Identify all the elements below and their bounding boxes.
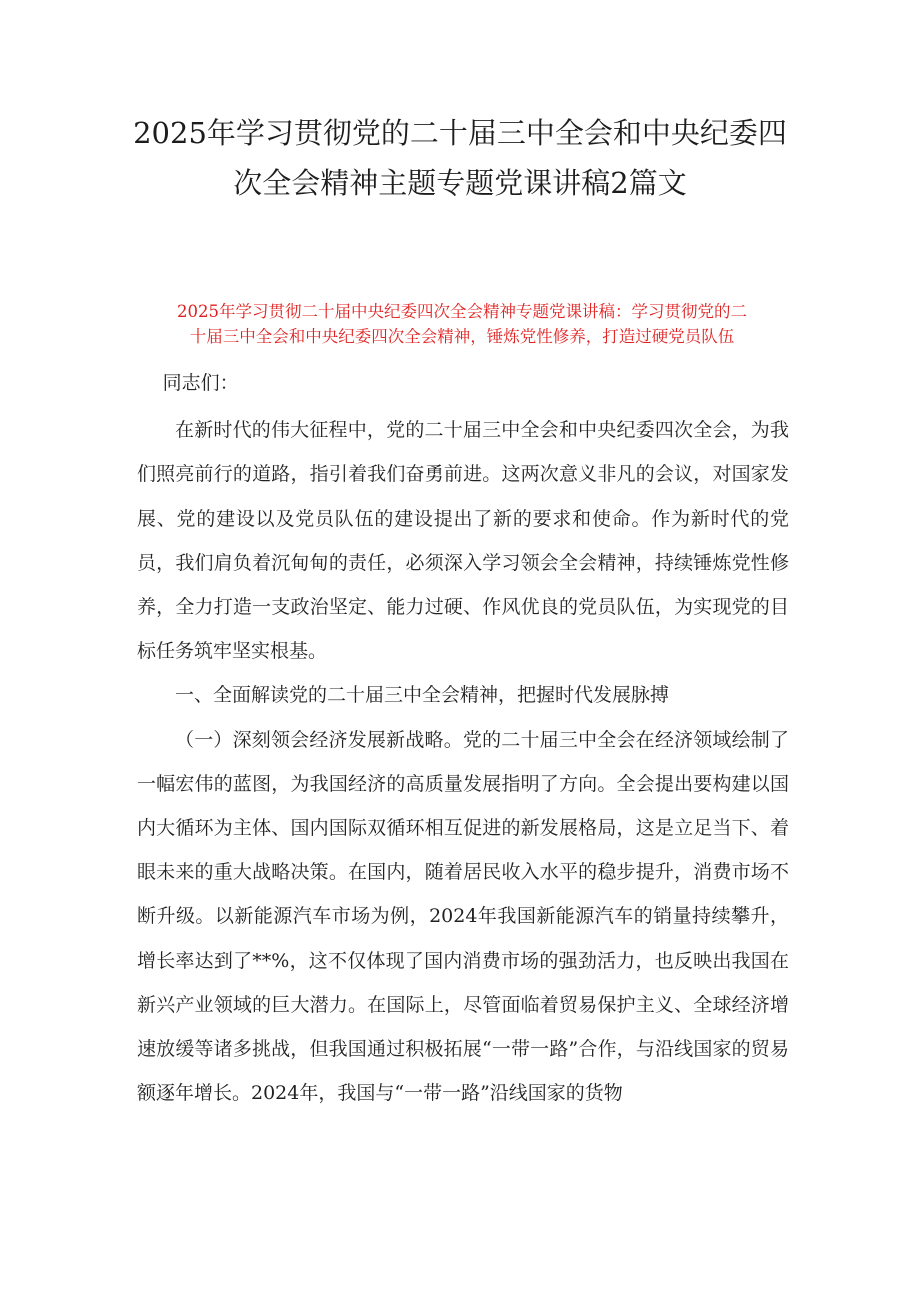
document-body — [137, 361, 789, 1115]
body-paragraph-intro: 在新时代的伟大征程中，党的二十届三中全会和中央纪委四次全会，为我们照亮前行的道路，指引着我们奋勇前进。这两次意义非凡的会议，对国家发展、党的建设以及党员队伍的建设提出了新的要求和使命。作为新时代的党员，我们肩负着沉甸甸的责任，必须深入学习领会全会精神，持续锤炼党性修养，全力打造一支政治坚定、能力过硬、作风优良的党员队伍，为实现党的目标任务筑牢坚实根基。 — [137, 419, 789, 663]
title-line-2: 次全会精神主题专题党课讲稿2篇文 — [233, 166, 687, 200]
section-heading-1: 一、全面解读党的二十届三中全会精神，把握时代发展脉搏 — [175, 684, 670, 707]
body-paragraph-economy: （一）深刻领会经济发展新战略。党的二十届三中全会在经济领域绘制了一幅宏伟的蓝图，为我国经济的高质量发展指明了方向。全会提出要构建以国内大循环为主体、国内国际双循环相互促进的新发展格局，这是立足当下、着眼未来的重大战略决策。在国内，随着居民收入水平的稳步提升，消费市场不断升级。以新能源汽车市场为例，2024年我国新能源汽车的销量持续攀升，增长率达到了**%，这不仅体现了国内消费市场的强劲活力，也反映出我国在新兴产业领域的巨大潜力。在国际上，尽管面临着贸易保护主义、全球经济增速放缓等诸多挑战，但我国通过积极拓展“一带一路”合作，与沿线国家的贸易额逐年增长。2024年，我国与“一带一路”沿线国家的货物 — [137, 728, 789, 1105]
subtitle-line-2: 十届三中全会和中央纪委四次全会精神，锤炼党性修养，打造过硬党员队伍 — [189, 327, 735, 346]
title-line-1: 2025年学习贯彻党的二十届三中全会和中央纪委四 — [133, 116, 787, 150]
document-title — [100, 108, 820, 208]
document-subtitle — [138, 299, 786, 349]
subtitle-line-1: 2025年学习贯彻二十届中央纪委四次全会精神专题党课讲稿：学习贯彻党的二 — [177, 302, 747, 321]
greeting: 同志们： — [162, 372, 239, 394]
